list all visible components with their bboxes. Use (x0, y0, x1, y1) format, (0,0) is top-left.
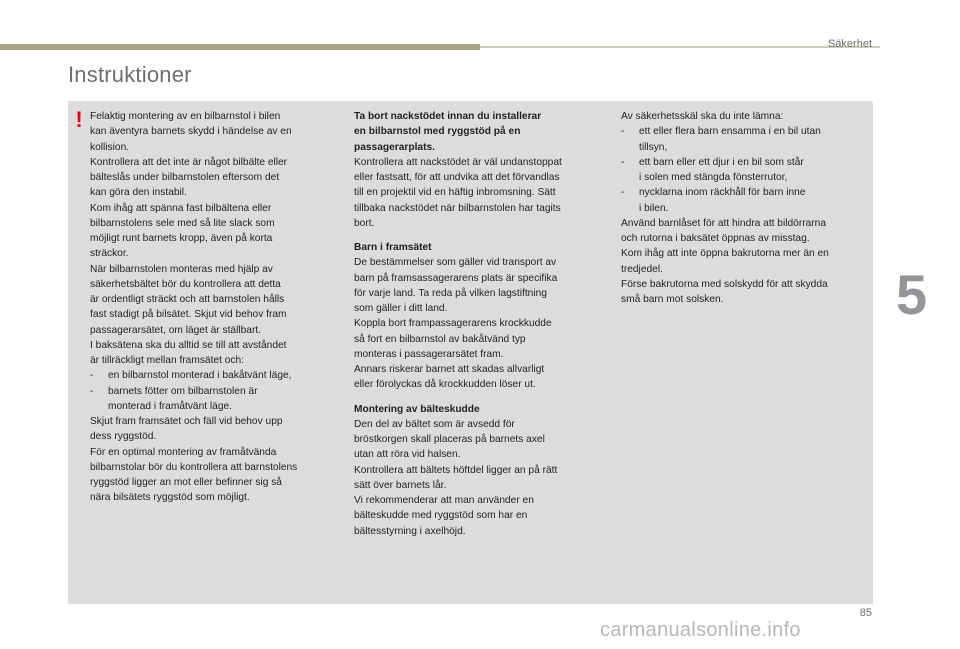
page-title: Instruktioner (68, 62, 192, 87)
paragraph-gap (354, 393, 600, 402)
text-line: för varje land. Ta reda på vilken lagstiftning (354, 287, 547, 299)
subheading: Montering av bälteskudde (354, 403, 480, 415)
list-item-text: en bilbarnstol monterad i bakåtvänt läge, (108, 370, 292, 382)
text-line: Skjut fram framsätet och fäll vid behov upp (90, 416, 283, 427)
list-item (621, 155, 871, 186)
text-line: bälteslås under bilbarnstolen eftersom det (90, 172, 280, 183)
text-line: Kontrollera att nackstödet är väl undanstoppat (354, 156, 562, 168)
text-line: eller fastsatt, för att undvika att det förvandlas (354, 172, 560, 183)
list-dash: - (621, 126, 625, 138)
text-line: bröstkorgen skall placeras på barnets axel (354, 434, 545, 445)
subheading-line: passagerarplats. (354, 141, 435, 153)
text-line: I baksätena ska du alltid se till att avståndet (90, 339, 287, 351)
text-line: barn på framsassagerarens plats är specifika (354, 272, 558, 284)
column-left (90, 109, 340, 506)
text-line: Använd barnlåset för att hindra att bildörrarna (621, 217, 827, 229)
text-line: små barn mot solsken. (621, 294, 724, 305)
text-line: och rutorna i baksätet öppnas av misstag. (621, 233, 810, 244)
list-item-text: i bilen. (639, 202, 669, 214)
list-item-text: ett barn eller ett djur i en bil som står (639, 156, 804, 168)
list-item (621, 185, 871, 216)
list-item-text: nycklarna inom räckhåll för barn inne (639, 187, 806, 199)
column-right (621, 109, 871, 307)
text-line: Den del av bältet som är avsedd för (354, 418, 515, 430)
text-line: kan göra den instabil. (90, 187, 187, 199)
header-rule (480, 46, 880, 48)
list-dash: - (621, 156, 625, 168)
text-line: är tillräckligt mellan framsätet och: (90, 355, 244, 366)
text-line: kan äventyra barnets skydd i händelse av en (90, 126, 292, 138)
section-title: Säkerhet (827, 38, 872, 50)
text-line: till en projektil vid en häftig inbromsning. Sätt (354, 187, 556, 199)
paragraph-gap (354, 231, 600, 240)
text-line: passagerarsätet, om läget är ställbart. (90, 324, 262, 336)
column-middle (354, 109, 600, 539)
chapter-number: 5 (896, 263, 928, 326)
list-dash: - (621, 187, 625, 199)
text-line: nära bilsätets ryggstöd som möjligt. (90, 492, 250, 504)
list-item-text: barnets fötter om bilbarnstolen är (108, 385, 258, 397)
list-dash: - (90, 385, 94, 397)
text-line: tredjedel. (621, 263, 663, 275)
text-line: Vi rekommenderar att man använder en (354, 495, 534, 506)
text-line: Kom ihåg att spänna fast bilbältena eller (90, 202, 272, 214)
text-line: möjligt runt barnets kropp, även på korta (90, 233, 273, 244)
list-item-text: tillsyn, (639, 141, 668, 153)
text-line: Av säkerhetsskäl ska du inte lämna: (621, 111, 784, 122)
list-item-text: ett eller flera barn ensamma i en bil utan (639, 126, 821, 138)
watermark: carmanualsonline.info (600, 619, 801, 641)
text-line: Koppla bort frampassagerarens krockkudde (354, 318, 552, 330)
text-line: Kom ihåg att inte öppna bakrutorna mer än en (621, 248, 829, 260)
text-line: fast stadigt på bilsätet. Skjut vid behov fram (90, 309, 287, 321)
list-item (621, 124, 871, 155)
text-line: sträckor. (90, 248, 129, 260)
text-line: För en optimal montering av framåtvända (90, 446, 277, 458)
text-line: ryggstöd ligger an mot eller befinner sig så (90, 477, 282, 488)
list-item-text: monterad i framåtvänt läge. (108, 400, 233, 412)
text-line: bältesstyrning i axelhöjd. (354, 525, 466, 537)
text-line: så fort en bilbarnstol av bakåtvänd typ (354, 333, 526, 345)
text-line: Kontrollera att bältets höftdel ligger an på rätt (354, 464, 558, 476)
text-line: Kontrollera att det inte är något bilbälte eller (90, 156, 288, 168)
text-line: Annars riskerar barnet att skadas allvarligt (354, 364, 545, 375)
text-line: bilbarnstolar bör du kontrollera att barnstolens (90, 461, 298, 473)
text-line: dess ryggstöd. (90, 431, 157, 443)
warning-icon: ! (75, 107, 83, 132)
text-line: utan att röra vid halsen. (354, 449, 461, 461)
text-line: eller förolyckas då krockkudden löser ut. (354, 379, 536, 391)
text-line: bilbarnstolens sele med så lite slack som (90, 217, 275, 229)
text-line: Förse bakrutorna med solskydd för att skydda (621, 278, 828, 290)
subheading-line: Ta bort nackstödet innan du installerar (354, 111, 542, 122)
text-line: sätt över barnets lår. (354, 479, 447, 491)
text-line: bälteskudde med ryggstöd som har en (354, 510, 528, 522)
text-line: som gäller i ditt land. (354, 303, 448, 314)
list-dash: - (90, 370, 94, 382)
text-line: är ordentligt sträckt och att barnstolen hålls (90, 294, 285, 305)
subheading: Barn i framsätet (354, 242, 432, 253)
list-item (90, 368, 340, 383)
header-accent-bar (0, 44, 480, 50)
text-line: De bestämmelser som gäller vid transport av (354, 257, 557, 269)
text-line: kollision. (90, 141, 130, 153)
text-line: bort. (354, 217, 375, 229)
text-line: säkerhetsbältet bör du kontrollera att detta (90, 278, 281, 290)
text-line: Felaktig montering av en bilbarnstol i bilen (90, 111, 281, 122)
text-line: När bilbarnstolen monteras med hjälp av (90, 263, 273, 275)
text-line: tillbaka nackstödet när bilbarnstolen har tagits (354, 202, 561, 214)
list-item-text: i solen med stängda fönsterrutor, (639, 172, 788, 183)
page-number: 85 (859, 607, 872, 619)
list-item (90, 384, 340, 415)
text-line: monteras i passagerarsätet fram. (354, 348, 504, 360)
subheading-line: en bilbarnstol med ryggstöd på en (354, 126, 521, 138)
